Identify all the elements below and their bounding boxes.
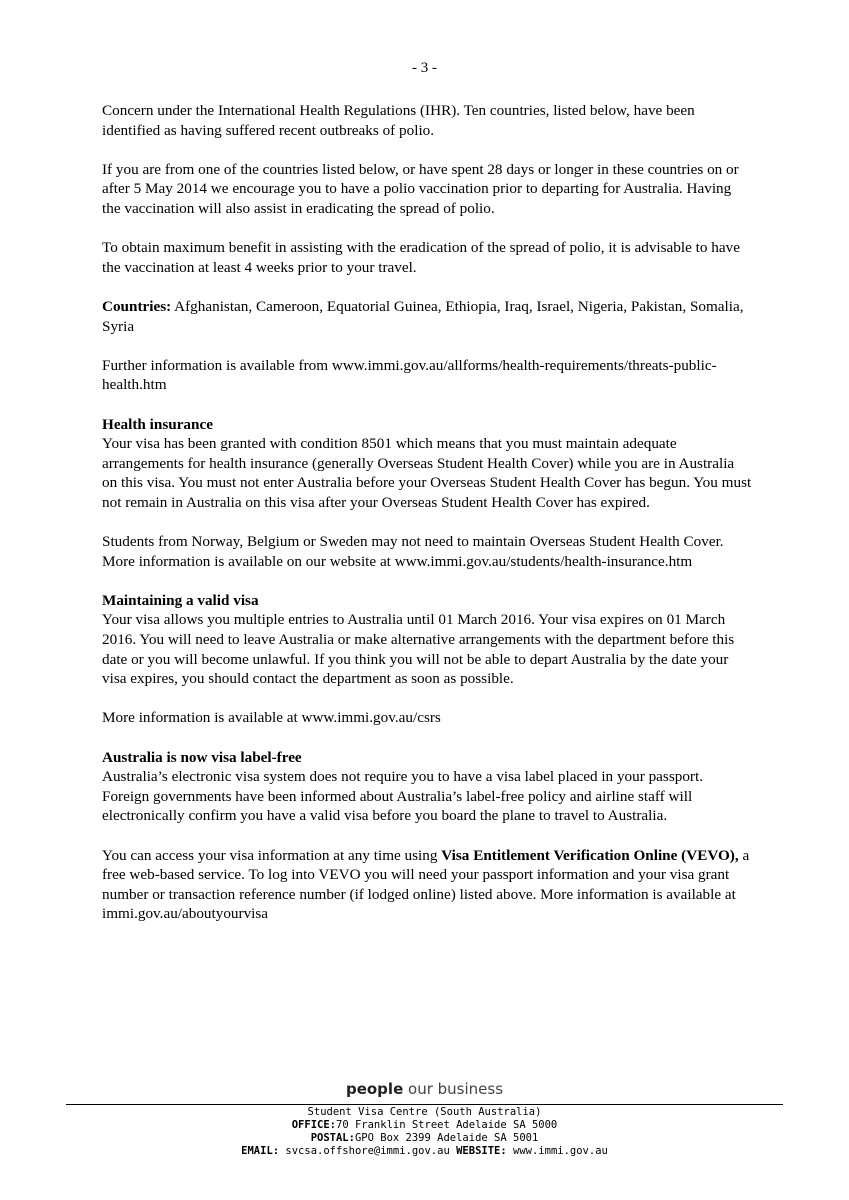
vevo-prefix: You can access your visa information at any time using: [102, 846, 442, 864]
vevo-name: Visa Entitlement Verification Online (VEVO),: [441, 846, 739, 864]
office-line: [0, 1119, 849, 1132]
label-free-heading: Australia is now visa label-free: [102, 748, 302, 766]
email-label: EMAIL:: [241, 1145, 280, 1157]
letter-body: [102, 101, 752, 924]
tagline-strong: people: [345, 1080, 404, 1098]
footer-contact: [0, 1106, 849, 1158]
tagline-light: our business: [403, 1080, 504, 1098]
further-info-paragraph: Further information is available from www.immi.gov.au/allforms/health-requirements/threats-public-health.htm: [102, 356, 717, 394]
intro-paragraph: Concern under the International Health Regulations (IHR). Ten countries, listed below, have been identified as having suffered recent outbreaks of polio.: [102, 102, 695, 139]
countries-label: Countries:: [102, 297, 172, 315]
vaccination-paragraph: To obtain maximum benefit in assisting with the eradication of the spread of polio, it is advisable to have the vaccination at least 4 weeks prior to your travel.: [102, 239, 740, 276]
centre-name: Student Visa Centre (South Australia): [307, 1106, 542, 1118]
valid-visa-heading: Maintaining a valid visa: [102, 591, 259, 609]
footer-tagline: [0, 1080, 849, 1098]
students-note-paragraph: Students from Norway, Belgium or Sweden may not need to maintain Overseas Student Health Cover. More information is available on our website at www.immi.gov.au/students/health-insurance.htm: [102, 533, 724, 570]
postal-address: GPO Box 2399 Adelaide SA 5001: [354, 1132, 539, 1144]
countries-paragraph: [102, 297, 752, 336]
office-label: OFFICE:: [291, 1119, 336, 1131]
health-insurance-heading: Health insurance: [102, 415, 213, 433]
polio-paragraph: If you are from one of the countries listed below, or have spent 28 days or longer in these countries on or after 5 May 2014 we encourage you to have a polio vaccination prior to departing for Australia. Having the vaccination will also assist in eradicating the spread of polio.: [102, 160, 739, 217]
label-free-body: Australia’s electronic visa system does not require you to have a visa label placed in your passport. Foreign governments have been informed about Australia’s label-free policy and airline staff will electronically confirm you have a valid visa before you board the plane to travel to Australia.: [102, 768, 704, 825]
footer-divider: [66, 1104, 783, 1105]
health-insurance-body: Your visa has been granted with condition 8501 which means that you must maintain adequate arrangements for health insurance (generally Overseas Student Health Cover) while you are in Australia on this visa. You must not enter Australia before your Overseas Student Health Cover has begun. You must not remain in Australia on this visa after your Overseas Student Health Cover has expired.: [102, 435, 752, 511]
office-address: 70 Franklin Street Adelaide SA 5000: [336, 1119, 558, 1131]
vevo-suffix: a free web-based service. To log into VEVO you will need your passport information and your visa grant number or transaction reference number (if lodged online) listed above. More information is available at immi.gov.au/aboutyourvisa: [102, 846, 750, 923]
valid-visa-body: Your visa allows you multiple entries to Australia until 01 March 2016. Your visa expires on 01 March 2016. You will need to leave Australia or make alternative arrangements with the department before this date or you will become unlawful. If you think you will not be able to depart Australia by the date your visa expires, you should contact the department as soon as possible.: [102, 611, 735, 688]
postal-label: POSTAL:: [310, 1132, 355, 1144]
email-website-line: [0, 1145, 849, 1158]
email-address: svcsa.offshore@immi.gov.au: [279, 1145, 457, 1157]
website-address: www.immi.gov.au: [506, 1145, 608, 1157]
page-number: - 3 -: [412, 60, 437, 76]
postal-line: [0, 1132, 849, 1145]
countries-list: Afghanistan, Cameroon, Equatorial Guinea, Ethiopia, Iraq, Israel, Nigeria, Pakistan, Somalia, Syria: [102, 297, 744, 335]
valid-visa-more-info: More information is available at www.immi.gov.au/csrs: [102, 709, 441, 727]
website-label: WEBSITE:: [456, 1145, 507, 1157]
vevo-paragraph: [102, 846, 752, 924]
